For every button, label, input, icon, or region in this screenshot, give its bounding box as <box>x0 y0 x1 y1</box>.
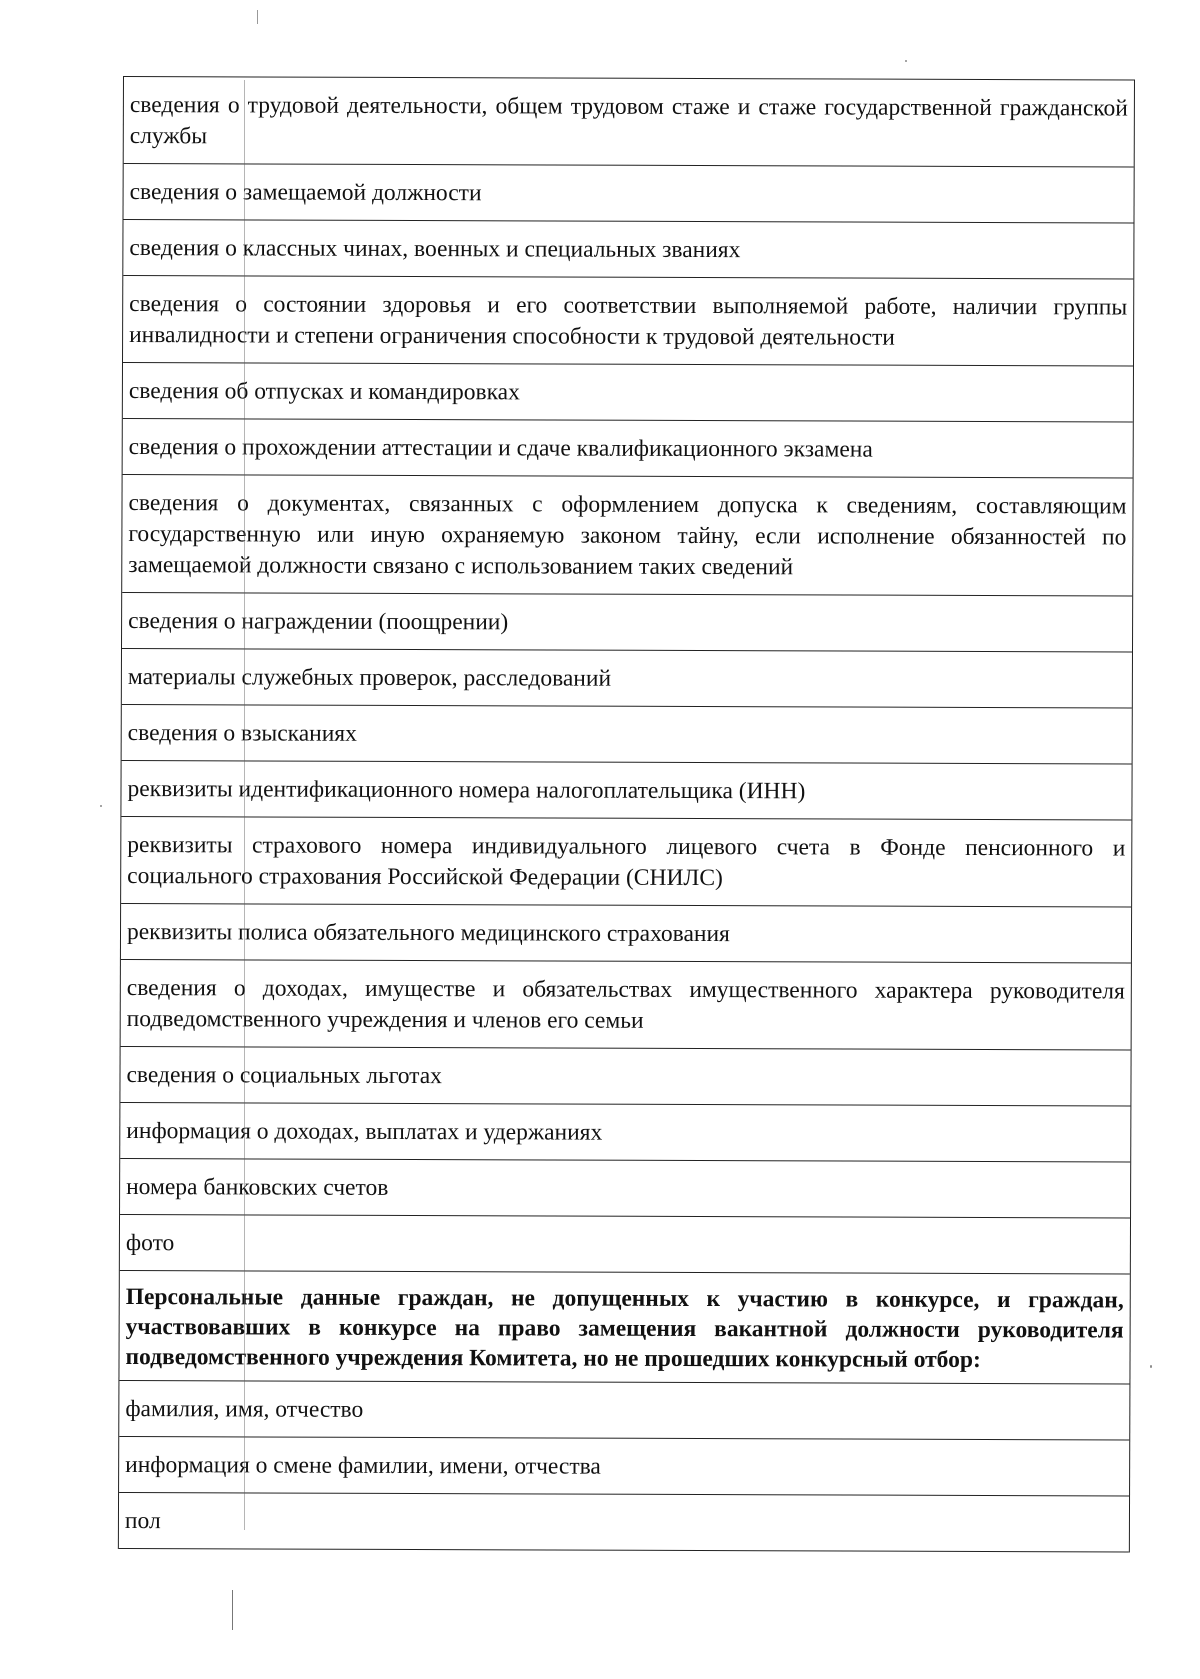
table-row: сведения о замещаемой должности <box>123 164 1133 224</box>
table-row: информация о доходах, выплатах и удержаниях <box>120 1103 1130 1163</box>
table-row: материалы служебных проверок, расследований <box>122 649 1132 709</box>
table-row: сведения о взысканиях <box>122 705 1132 765</box>
scan-mark-top <box>257 10 258 24</box>
table-row: фамилия, имя, отчество <box>119 1381 1129 1441</box>
table-row: реквизиты идентификационного номера налогоплательщика (ИНН) <box>121 761 1131 821</box>
personal-data-table <box>118 76 1135 1553</box>
table-row: пол <box>119 1493 1129 1553</box>
table-row: фото <box>120 1215 1130 1275</box>
table-row: информация о смене фамилии, имени, отчества <box>119 1437 1129 1497</box>
scan-speck <box>905 60 907 62</box>
table-row: сведения о награждении (поощрении) <box>122 593 1132 653</box>
table-row: сведения о трудовой деятельности, общем трудовом стаже и стаже государственной гражданской службы <box>124 77 1134 168</box>
table-row: сведения о прохождении аттестации и сдаче квалификационного экзамена <box>123 419 1133 479</box>
section-heading-row: Персональные данные граждан, не допущенных к участию в конкурсе, и граждан, участвовавших в конкурсе на право замещения вакантной должности руководителя подведомственного учреждения Комитета, но не прошедших конкурсный отбор: <box>119 1271 1129 1385</box>
table-row: сведения о доходах, имуществе и обязательствах имущественного характера руководителя подведомственного учреждения и членов его семьи <box>121 960 1131 1051</box>
table-row: сведения о документах, связанных с оформлением допуска к сведениям, составляющим государственную или иную охраняемую законом тайну, если исполнение обязанностей по замещаемой должности связано с использованием таких сведений <box>122 475 1132 597</box>
table-row: реквизиты полиса обязательного медицинского страхования <box>121 904 1131 964</box>
table-row: сведения о классных чинах, военных и специальных званиях <box>123 220 1133 280</box>
scan-speck <box>1150 1365 1152 1368</box>
scan-speck <box>100 805 102 807</box>
scan-fold-line <box>244 80 245 1530</box>
scan-mark-bottom <box>232 1590 233 1630</box>
table-row: сведения об отпусках и командировках <box>123 363 1133 423</box>
table-row: номера банковских счетов <box>120 1159 1130 1219</box>
table-row: реквизиты страхового номера индивидуального лицевого счета в Фонде пенсионного и социального страхования Российской Федерации (СНИЛС) <box>121 817 1131 908</box>
table-row: сведения о социальных льготах <box>120 1047 1130 1107</box>
table-row: сведения о состоянии здоровья и его соответствии выполняемой работе, наличии группы инвалидности и степени ограничения способности к трудовой деятельности <box>123 276 1133 367</box>
